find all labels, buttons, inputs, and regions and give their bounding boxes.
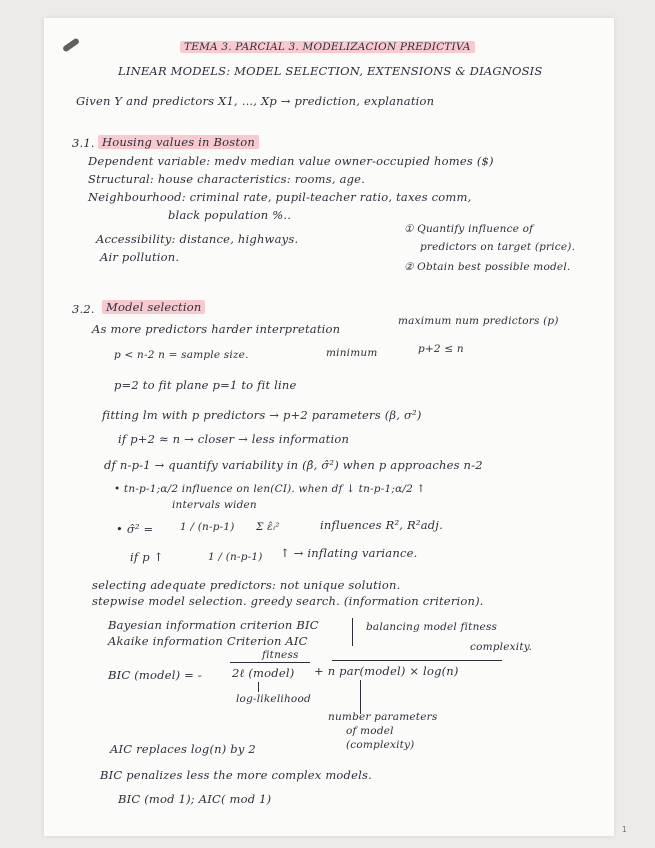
text-line: p < n-2 n = sample size. (114, 349, 249, 361)
arrow-line (258, 682, 259, 692)
text-line: minimum (326, 347, 378, 359)
goal-line: ① Quantify influence of (404, 223, 534, 235)
formula-part: ↑ → inflating variance. (280, 546, 418, 560)
formula-part: if p ↑ (130, 550, 164, 564)
formula-part: + n par(model) × log(n) (314, 664, 459, 678)
text-line: BIC (mod 1); AIC( mod 1) (118, 792, 272, 806)
text-line: Accessibility: distance, highways. (96, 232, 299, 246)
intro-line: Given Y and predictors X1, ..., Xp → prediction, explanation (76, 94, 435, 108)
text-line: if p+2 ≈ n → closer → less information (118, 432, 350, 446)
page-title: TEMA 3. PARCIAL 3. MODELIZACION PREDICTIVA (180, 40, 475, 54)
brace (352, 618, 353, 646)
formula-part: 2ℓ (model) (232, 666, 295, 680)
text-line: selecting adequate predictors: not unique solution. (92, 578, 401, 592)
section-heading: Housing values in Boston (98, 135, 259, 149)
arrow-line (360, 680, 361, 714)
annotation: number parameters (328, 711, 438, 723)
text-line: intervals widen (172, 499, 257, 511)
text-line: Air pollution. (100, 250, 180, 264)
text-line: stepwise model selection. greedy search. (information criterion). (92, 594, 484, 608)
formula-part: Σ ε̂ᵢ² (256, 521, 280, 533)
text-line: Structural: house characteristics: rooms, age. (88, 172, 366, 186)
text-line: p+2 ≤ n (418, 343, 464, 355)
text-line: balancing model fitness (366, 621, 498, 633)
annotation: log-likelihood (236, 693, 311, 705)
formula-part: 1 / (n-p-1) (208, 551, 263, 563)
annotation: of model (346, 725, 394, 737)
text-line: BIC penalizes less the more complex models. (100, 768, 372, 782)
text-line: • tn-p-1;α/2 influence on len(CI). when df ↓ tn-p-1;α/2 ↑ (114, 483, 426, 495)
section-heading: Model selection (102, 300, 205, 314)
text-line: Neighbourhood: criminal rate, pupil-teacher ratio, taxes comm, (88, 190, 472, 204)
text-line: p=2 to fit plane p=1 to fit line (114, 378, 297, 392)
text-line: Akaike information Criterion AIC (108, 634, 308, 648)
subtitle: LINEAR MODELS: MODEL SELECTION, EXTENSIONS & DIAGNOSIS (118, 64, 543, 78)
annotation: fitness (262, 649, 299, 661)
formula-part: influences R², R²adj. (320, 518, 443, 532)
goal-line: ② Obtain best possible model. (404, 261, 571, 273)
text-line: Dependent variable: medv median value owner-occupied homes ($) (88, 154, 494, 168)
page-number: 1 (621, 825, 627, 834)
formula-part: BIC (model) = - (108, 668, 202, 682)
text-line: df n-p-1 → quantify variability in (β̂, σ̂²) when p approaches n-2 (104, 458, 483, 472)
formula-part: • σ̂² = (116, 522, 154, 536)
text-line: As more predictors harder interpretation (92, 322, 341, 336)
text-line: fitting lm with p predictors → p+2 parameters (β, σ²) (102, 408, 422, 422)
formula-part: 1 / (n-p-1) (180, 521, 235, 533)
text-line: AIC replaces log(n) by 2 (110, 742, 256, 756)
text-line: Bayesian information criterion BIC (108, 618, 319, 632)
goal-line: predictors on target (price). (420, 241, 576, 253)
section-number: 3.1. (72, 136, 95, 150)
text-line: complexity. (470, 641, 533, 653)
text-line: maximum num predictors (p) (398, 315, 559, 327)
underbrace (332, 660, 502, 661)
annotation: (complexity) (346, 739, 415, 751)
section-number: 3.2. (72, 302, 95, 316)
underbrace (230, 662, 310, 663)
text-line: black population %.. (168, 208, 292, 222)
